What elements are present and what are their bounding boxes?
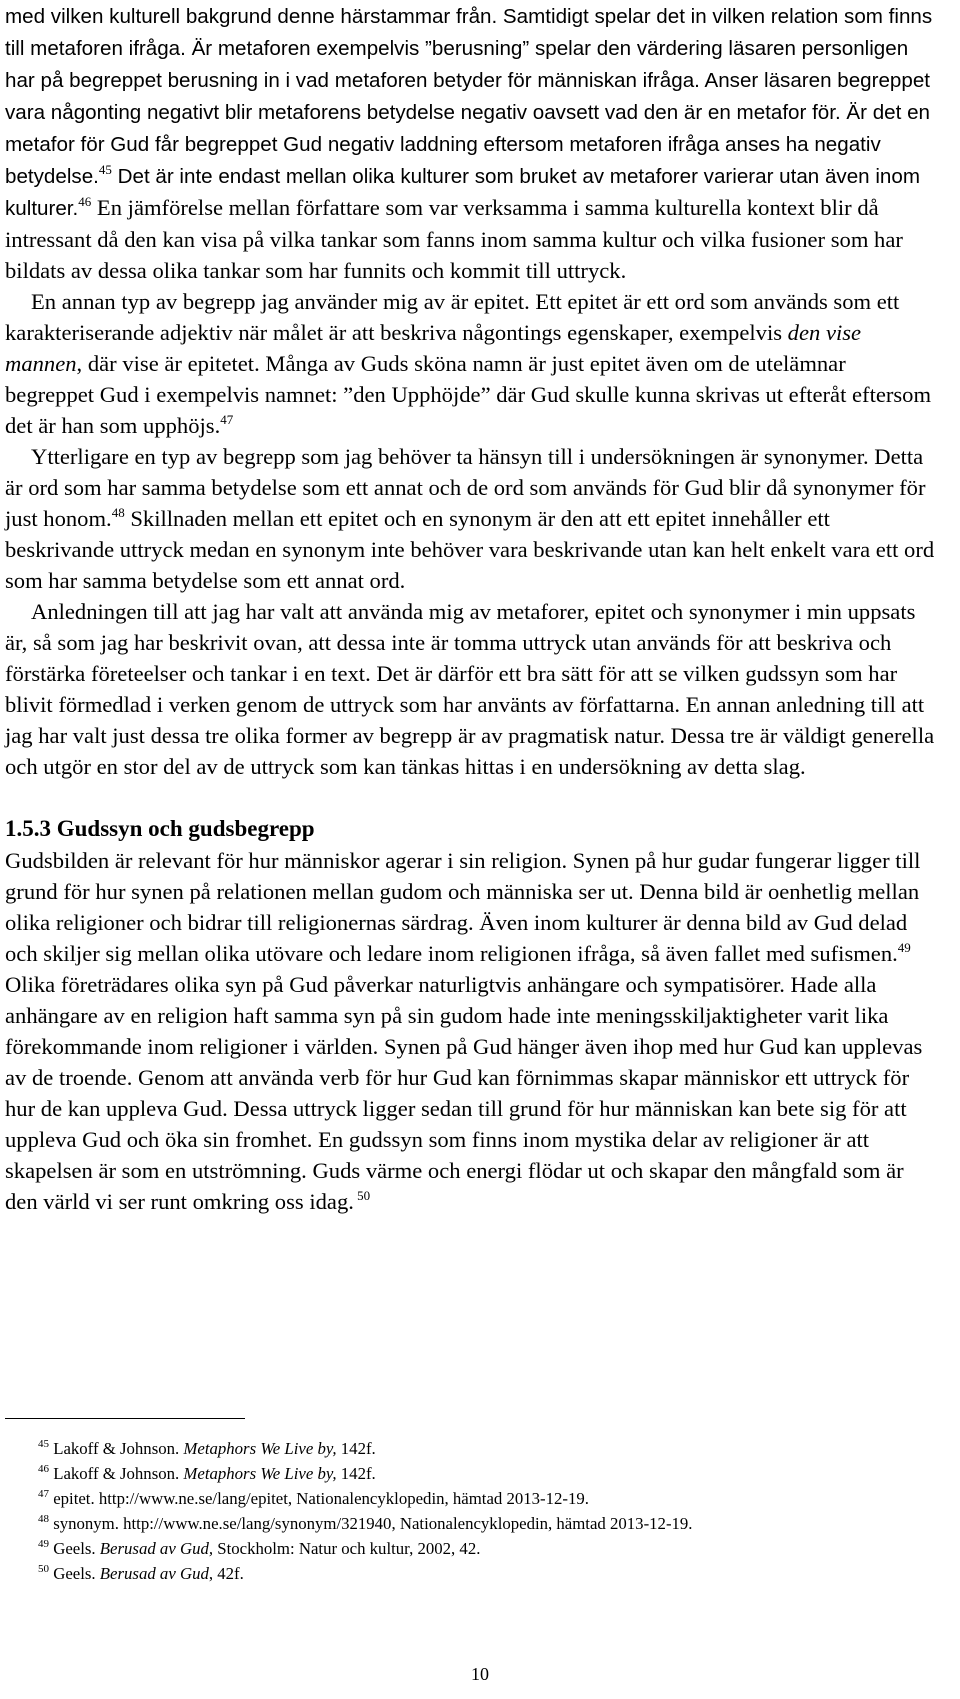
- footnote-text: Geels.: [49, 1564, 100, 1583]
- section-heading: 1.5.3 Gudssyn och gudsbegrepp: [5, 816, 315, 841]
- paragraph-anledning: Anledningen till att jag har valt att använda mig av metaforer, epitet och synonymer i min uppsats är, så som jag har beskrivit ovan, att dessa inte är tomma uttryck utan används för att beskriva och förstärka företeelser och tankar i en text. Det är därför ett bra sätt för att se vilken gudssyn som har blivit förmedlad i verken genom de uttryck som har använts av författarna. En annan anledning till att jag har valt just dessa tre olika former av begrepp är av pragmatisk natur. Dessa tre är väldigt generella och utgör en stor del av de uttryck som kan tänkas hittas i en undersökning av detta slag.: [5, 599, 935, 779]
- footnote-number: 45: [38, 1438, 49, 1450]
- footnotes: [38, 1436, 918, 1586]
- footnote-text: Lakoff & Johnson.: [49, 1439, 184, 1458]
- text-run: En jämförelse mellan författare som var verksamma i samma kulturella kontext blir då intressant då den kan visa på vilka tankar som fanns inom samma kultur och vilka fusioner som har bildats av dessa olika tankar som har funnits och kommit till uttryck.: [5, 195, 903, 283]
- footnote-text: Stockholm: Natur och kultur, 2002, 42.: [213, 1539, 481, 1558]
- footnote-title: Metaphors We Live by,: [183, 1464, 337, 1483]
- text-run: , där vise är epitetet. Många av Guds sköna namn är just epitet även om de utelämnar begreppet Gud i exempelvis namnet: ”den Upphöjde” där Gud skulle kunna skrivas ut efteråt eftersom det är han som upphöjs.: [5, 351, 932, 438]
- footnote-text: Geels.: [49, 1539, 100, 1558]
- footnote-title: Berusad av Gud,: [99, 1539, 214, 1558]
- footnote-number: 48: [38, 1513, 49, 1525]
- text-run: Ytterligare en typ av begrepp som jag behöver ta hänsyn till i undersökningen är synonymer. Detta är ord som har samma betydelse som ett annat och de ord som används för Gud blir då synonymer för just honom.: [5, 444, 926, 531]
- footnote-48: [38, 1511, 918, 1536]
- footnote-ref-50: 50: [353, 1188, 371, 1203]
- footnote-text: 142f.: [336, 1439, 376, 1458]
- italic-example: den vise mannen: [5, 320, 862, 376]
- footnote-number: 47: [38, 1488, 49, 1500]
- footnote-text: 142f.: [336, 1464, 376, 1483]
- page-number: 10: [471, 1664, 489, 1684]
- paragraph-synonymer: [5, 441, 940, 596]
- footnote-number: 50: [38, 1563, 49, 1575]
- footnote-45: [38, 1436, 918, 1461]
- footnote-ref-49: 49: [897, 940, 911, 955]
- paragraph-gudsbild: [5, 845, 940, 1217]
- text-run: Skillnaden mellan ett epitet och en synonym är den att ett epitet innehåller ett beskrivande uttryck medan en synonym inte behöver vara beskrivande utan kan helt enkelt vara ett ord som har samma betydelse som ett annat ord.: [5, 506, 935, 593]
- text-run: Olika företrädares olika syn på Gud påverkar naturligtvis anhängare och sympatisörer. Hade alla anhängare av en religion haft samma syn på sin gudom hade inte meningsskiljaktigheter varit lika förekommande inom religioner i världen. Synen på Gud hänger även ihop med hur Gud kan upplevas av de troende. Genom att använda verb för hur Gud kan förnimmas skapar människor ett uttryck för hur de kan uppleva Gud. Dessa uttryck ligger sedan till grund för hur människan kan bete sig för att uppleva Gud och öka sin fromhet. En gudssyn som finns inom mystika delar av religioner är att skapelsen är som en utströmning. Guds värme och energi flödar ut och skapar den mångfald som är den värld vi ser runt omkring oss idag.: [5, 972, 923, 1214]
- text-run: Det är inte endast mellan olika kulturer som bruket av metaforer varierar utan även inom kulturer.: [5, 165, 920, 220]
- footnote-separator: [5, 1418, 245, 1419]
- text-run: Gudsbilden är relevant för hur människor agerar i sin religion. Synen på hur gudar fungerar ligger till grund för hur synen på relationen mellan gudom och människa ser ut. Denna bild är oenhetlig mellan olika religioner och bidrar till religionernas särdrag. Även inom kulturer är denna bild av Gud delad och skiljer sig mellan olika utövare och ledare inom religionen ifråga, så även fallet med sufismen.: [5, 848, 921, 966]
- footnote-title: Berusad av Gud: [99, 1564, 209, 1583]
- footnote-ref-46: 46: [78, 194, 92, 209]
- footnote-ref-48: 48: [111, 505, 125, 520]
- footnote-text: epitet. http://www.ne.se/lang/epitet, Nationalencyklopedin, hämtad 2013-12-19.: [49, 1489, 589, 1508]
- footnote-50: [38, 1561, 918, 1586]
- footnote-47: [38, 1486, 918, 1511]
- text-run: Anser läsaren begreppet vara någonting negativt blir metaforens betydelse negativ oavsett vad den är en metafor för. Är det en metafor för Gud får begreppet Gud negativ laddning eftersom metaforen ifråga anses ha negativ betydelse.: [5, 69, 931, 188]
- footnote-text: , 42f.: [208, 1564, 244, 1583]
- footnote-46: [38, 1461, 918, 1486]
- text-run: En annan typ av begrepp jag använder mig av är epitet. Ett epitet är ett ord som används som ett karakteriserande adjektiv när målet är att beskriva någontings egenskaper, exempelvis: [5, 289, 900, 345]
- paragraph-epitet: [5, 286, 940, 441]
- footnote-text: Lakoff & Johnson.: [49, 1464, 184, 1483]
- text-run: med vilken kulturell bakgrund denne härstammar från. Samtidigt spelar det in vilken relation som finns till metaforen ifråga. Är metaforen exempelvis ”berusning” spelar den värdering läsaren personligen har på begreppet berusning in i vad metaforen betyder för människan ifråga.: [5, 5, 933, 92]
- footnote-number: 46: [38, 1463, 49, 1475]
- footnote-title: Metaphors We Live by,: [183, 1439, 337, 1458]
- footnote-ref-47: 47: [220, 412, 234, 427]
- footnote-49: [38, 1536, 918, 1561]
- footnote-number: 49: [38, 1538, 49, 1550]
- paragraph-metaphor: [5, 0, 940, 286]
- footnote-ref-45: 45: [98, 162, 112, 177]
- footnote-text: synonym. http://www.ne.se/lang/synonym/321940, Nationalencyklopedin, hämtad 2013-12-19.: [49, 1514, 693, 1533]
